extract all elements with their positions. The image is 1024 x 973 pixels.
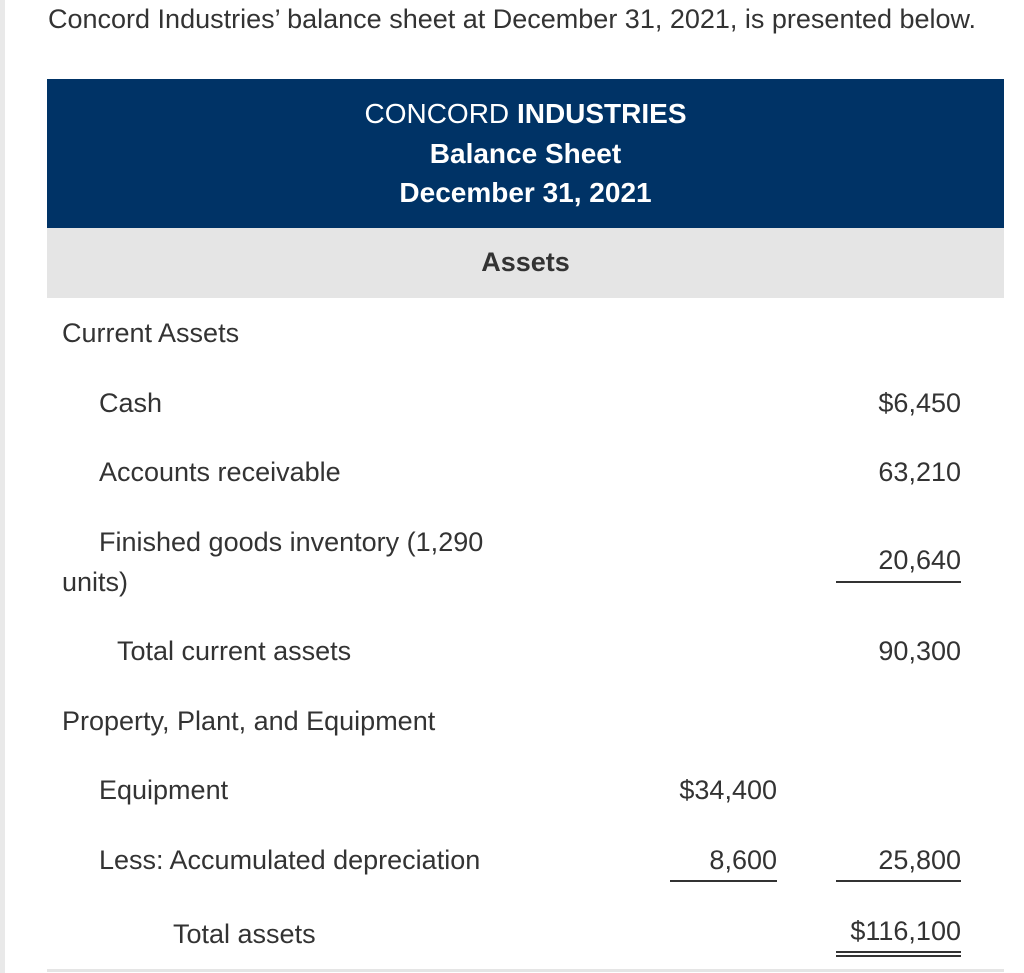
accounts-receivable-label: Accounts receivable xyxy=(99,457,341,487)
depreciation-underline xyxy=(670,880,777,882)
intro-text: Concord Industries’ balance sheet at December 31, 2021, is presented below. xyxy=(48,4,977,34)
assets-section-title: Assets xyxy=(481,247,570,277)
table-bottom-border xyxy=(47,969,1004,972)
accumulated-depreciation-value: 8,600 xyxy=(709,845,777,875)
total-current-assets-value: 90,300 xyxy=(878,636,961,666)
total-current-assets-label: Total current assets xyxy=(117,636,352,666)
inventory-label-line2: units) xyxy=(62,567,129,597)
total-assets-double-underline-top xyxy=(836,951,961,953)
total-assets-value: $116,100 xyxy=(850,916,961,946)
statement-date: December 31, 2021 xyxy=(399,177,652,208)
ppe-heading: Property, Plant, and Equipment xyxy=(62,706,436,736)
total-assets-double-underline-bottom xyxy=(836,955,961,957)
statement-title: Balance Sheet xyxy=(429,138,622,169)
assets-section-header xyxy=(47,228,1004,298)
cash-label: Cash xyxy=(99,388,163,418)
accounts-receivable-value: 63,210 xyxy=(878,457,961,487)
accumulated-depreciation-label: Less: Accumulated depreciation xyxy=(99,845,481,875)
inventory-label-line1: Finished goods inventory (1,290 xyxy=(99,527,484,557)
company-name xyxy=(47,97,1004,131)
statement-header xyxy=(47,79,1004,228)
net-ppe-value: 25,800 xyxy=(878,845,961,875)
equipment-label: Equipment xyxy=(99,775,229,805)
current-assets-heading: Current Assets xyxy=(62,318,240,348)
company-name-suffix: INDUSTRIES xyxy=(516,98,687,129)
total-assets-label: Total assets xyxy=(173,919,316,949)
inventory-value: 20,640 xyxy=(878,545,961,575)
inventory-underline xyxy=(836,581,961,583)
page-left-border xyxy=(0,0,5,973)
company-name-prefix: CONCORD xyxy=(364,98,510,129)
net-ppe-underline xyxy=(836,880,961,882)
equipment-value: $34,400 xyxy=(679,775,777,805)
cash-value: $6,450 xyxy=(878,388,961,418)
